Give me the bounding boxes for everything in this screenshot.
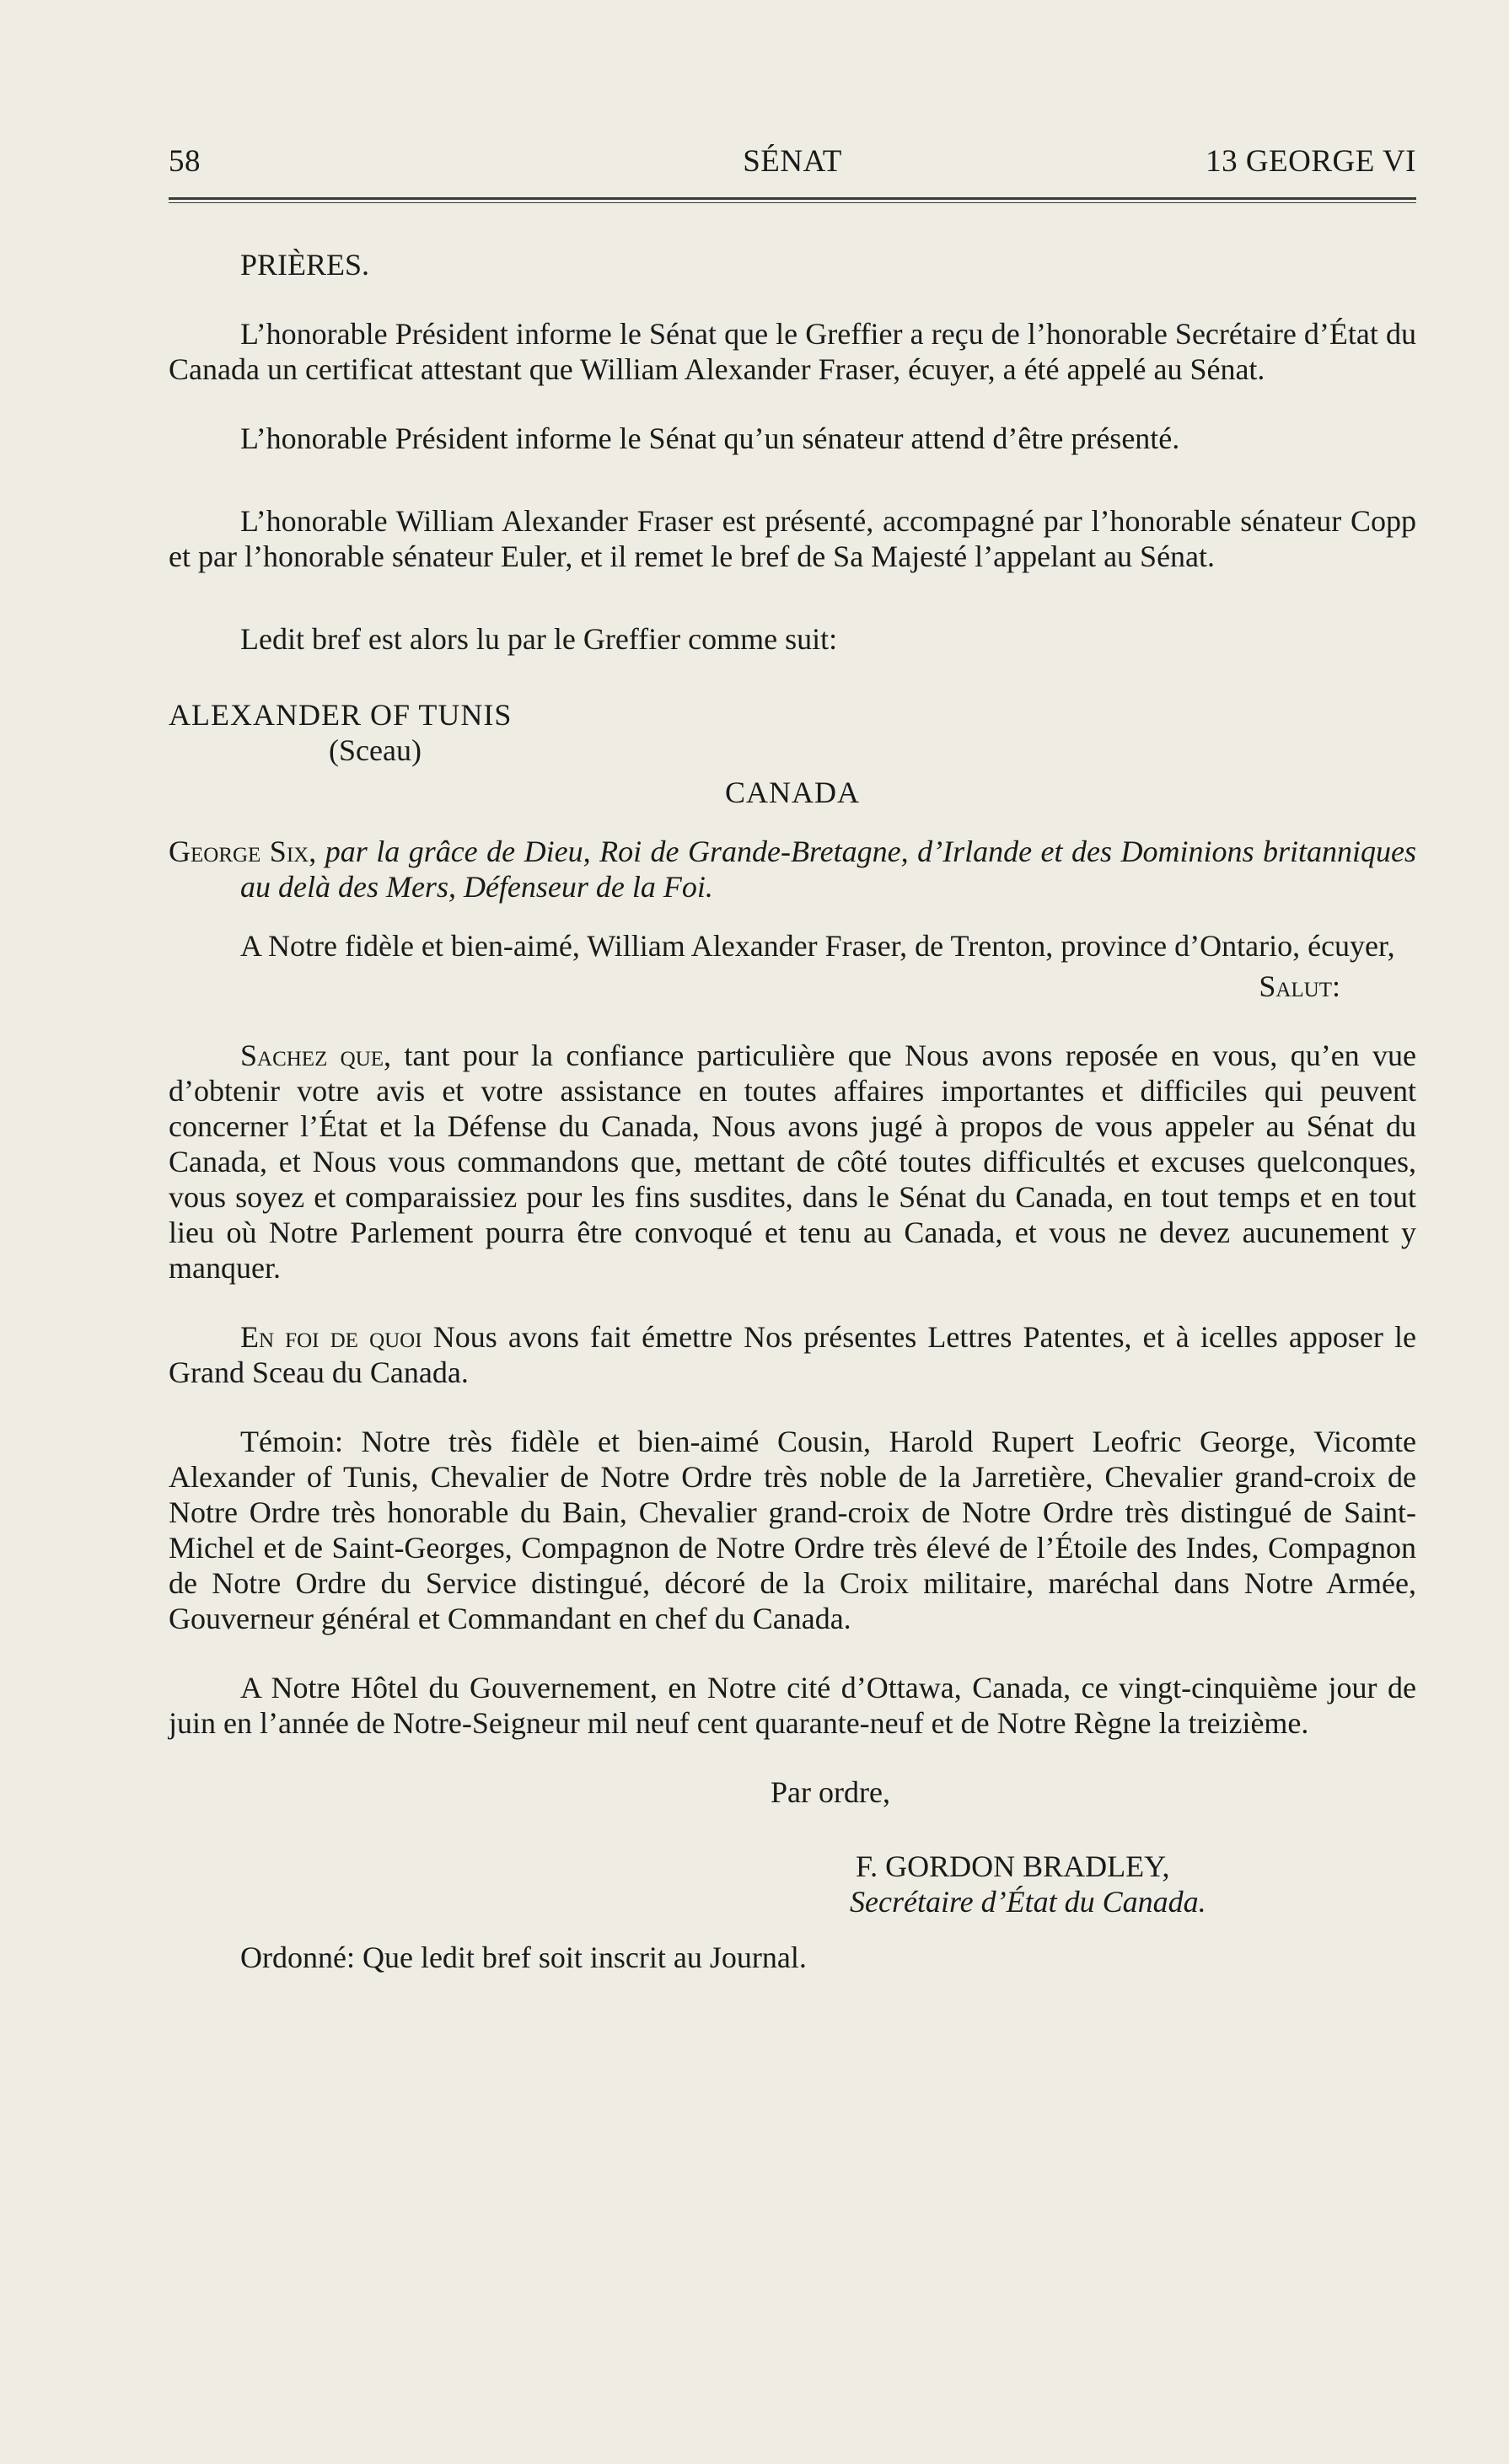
closing-order: Ordonné: Que ledit bref soit inscrit au Journal. — [240, 1941, 807, 1974]
foi-text: Nous avons fait émettre Nos présentes Lettres Patentes, et à icelles apposer le Grand Sceau du Canada. — [169, 1320, 1416, 1389]
sachez-text: tant pour la confiance particulière que Nous avons reposée en vous, qu’en vue d’obtenir votre avis et votre assistance en toutes affaires importantes et difficiles qui peuvent concerner l’État et la Défense du Canada, Nous avons jugé à propos de vous appeler au Sénat du Canada, et Nous vous commandons que, mettant de côté toutes difficultés et excuses quelconques, vous soyez et comparaissiez pour les fins susdites, dans le Sénat du Canada, en tout temps et en tout lieu où Notre Parlement pourra être convoqué et tenu au Canada, et vous ne devez aucunement y manquer. — [169, 1039, 1416, 1285]
writ-seal: (Sceau) — [329, 733, 422, 767]
paragraph-writ-read: Ledit bref est alors lu par le Greffier comme suit: — [240, 622, 838, 656]
writ-seal-block — [169, 697, 1416, 810]
writ-witness: Témoin: Notre très fidèle et bien-aimé Cousin, Harold Rupert Leofric George, Vicomte Alexander of Tunis, Chevalier de Notre Ordre très noble de la Jarretière, Chevalier grand-croix de Notre Ordre très honorable du Bain, Chevalier grand-croix de Notre Ordre très distingué de Saint-Michel et de Saint-Georges, Compagnon de Notre Ordre très élevé de l’Étoile des Indes, Compagnon de Notre Ordre du Service distingué, décoré de la Croix militaire, maréchal dans Notre Armée, Gouverneur général et Commandant en chef du Canada. — [169, 1425, 1416, 1635]
king-titles: par la grâce de Dieu, Roi de Grande-Bretagne, d’Irlande et des Dominions britanniques au delà des Mers, Défenseur de la Foi. — [240, 835, 1416, 904]
page-number: 58 — [169, 144, 201, 179]
writ-salut: Salut: — [1259, 969, 1340, 1003]
writ-country: CANADA — [724, 776, 860, 809]
writ-signatory: ALEXANDER OF TUNIS — [169, 698, 513, 732]
sachez-lead: Sachez que, — [240, 1039, 392, 1072]
prayers-heading: PRIÈRES. — [240, 248, 370, 282]
page-body — [169, 247, 1416, 1975]
king-name: George Six, — [169, 835, 317, 868]
paragraph-certificate: L’honorable Président informe le Sénat que le Greffier a reçu de l’honorable Secrétaire d’État du Canada un certificat attestant que William Alexander Fraser, écuyer, a été appelé au Sénat. — [169, 317, 1416, 386]
by-order: Par ordre, — [771, 1775, 890, 1809]
secretary-name: F. GORDON BRADLEY, — [856, 1849, 1170, 1883]
writ-foi-paragraph — [169, 1319, 1416, 1390]
page-header — [169, 143, 1416, 194]
writ-dated: A Notre Hôtel du Gouvernement, en Notre cité d’Ottawa, Canada, ce vingt-cinquième jour de juin en l’année de Notre-Seigneur mil neuf cent quarante-neuf et de Notre Règne la treizième. — [169, 1671, 1416, 1740]
foi-lead: En foi de quoi — [240, 1320, 422, 1354]
journal-page — [169, 143, 1416, 1975]
page-title: SÉNAT — [743, 144, 842, 179]
reign-label: 13 GEORGE VI — [1206, 144, 1416, 179]
writ-royal-style — [169, 834, 1416, 905]
writ-addressee: A Notre fidèle et bien-aimé, William Alexander Fraser, de Trenton, province d’Ontario, écuyer, — [240, 929, 1395, 963]
paragraph-senator-waiting: L’honorable Président informe le Sénat qu’un sénateur attend d’être présenté. — [240, 421, 1180, 455]
secretary-title: Secrétaire d’État du Canada. — [850, 1885, 1206, 1919]
writ-sachez-paragraph — [169, 1038, 1416, 1286]
header-rule — [169, 197, 1416, 203]
paragraph-presentation: L’honorable William Alexander Fraser est présenté, accompagné par l’honorable sénateur Copp et par l’honorable sénateur Euler, et il remet le bref de Sa Majesté l’appelant au Sénat. — [169, 504, 1416, 573]
